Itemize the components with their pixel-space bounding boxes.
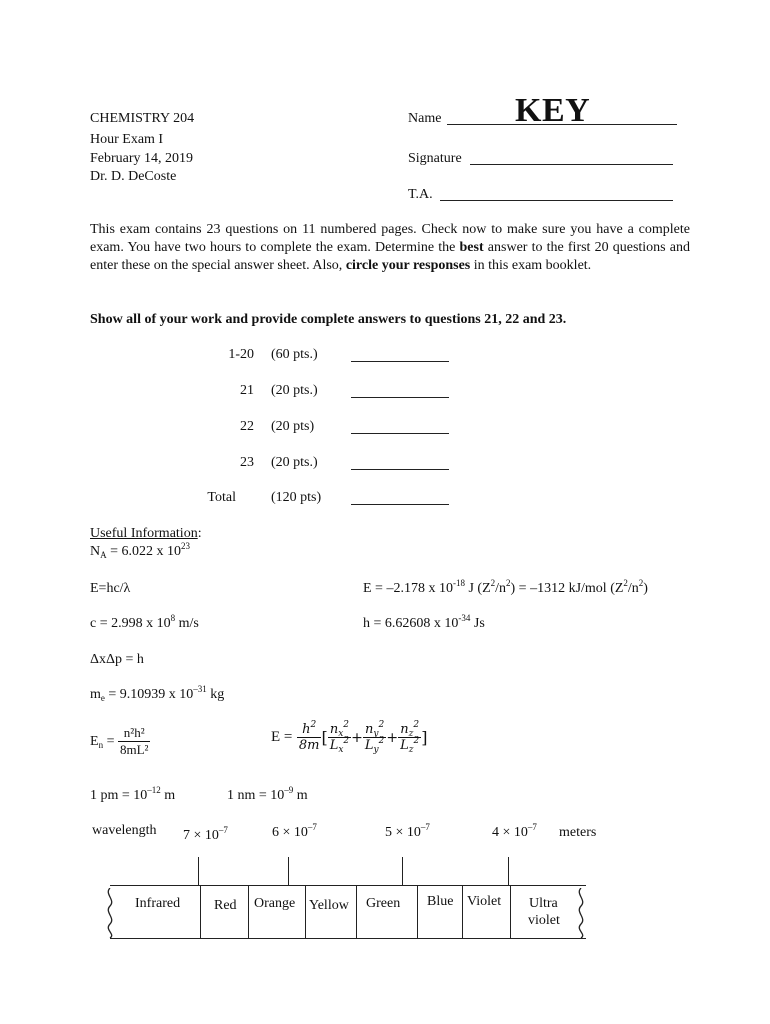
wavelength-tick xyxy=(288,857,289,885)
region-divider xyxy=(305,885,306,938)
speed-of-light: c = 2.998 x $10^8$ m/s xyxy=(90,613,199,631)
exam-date: February 14, 2019 xyxy=(90,151,194,166)
avogadro-constant: $N_A = 6.022$ x $10^{23}$ xyxy=(90,541,191,560)
hydrogen-energy-equation: E = –2.178 x $10^{-18}$ J $(Z^2/n^2) = -1312$ kJ/mol $(Z^2/n^2)$ xyxy=(363,578,648,596)
picometer-conversion: 1 pm = $10^{-12}$ m xyxy=(90,785,176,803)
instructions-paragraph: This exam contains 23 questions on 11 numbered pages. Check now to make sure you have a complete exam. You have two hours to complete the exam. Determine the best answer to the first 20 questions and enter these on the special answer sheet. Also, circle your responses in this exam booklet. xyxy=(90,222,690,273)
course-title: CHEMISTRY 204 xyxy=(90,111,195,126)
score-question: 22 xyxy=(240,419,254,434)
region-yellow: Yellow xyxy=(309,898,349,913)
units-label: meters xyxy=(559,825,597,840)
score-points: (20 pts) xyxy=(271,419,315,434)
region-divider xyxy=(248,885,249,938)
score-blank[interactable] xyxy=(351,397,449,398)
uncertainty-principle: ΔxΔp = h xyxy=(90,652,144,667)
spectrum-bottom-line xyxy=(110,938,586,939)
wavelength-tick xyxy=(402,857,403,885)
region-blue: Blue xyxy=(427,894,454,909)
region-ultraviolet-line2: violet xyxy=(528,913,560,928)
exam-title: Hour Exam I xyxy=(90,132,164,147)
electron-mass: $m_e = 9.10939$ x $10^{-31}$ kg xyxy=(90,684,225,703)
planck-constant: h = 6.62608 x $10^{-34}$ Js xyxy=(363,613,485,631)
name-value: KEY xyxy=(515,92,591,129)
wavy-left-edge-icon xyxy=(103,888,117,938)
score-blank[interactable] xyxy=(351,469,449,470)
wavelength-tick xyxy=(508,857,509,885)
ta-label: T.A. xyxy=(408,187,433,202)
score-blank[interactable] xyxy=(351,504,449,505)
signature-line[interactable] xyxy=(470,164,673,165)
region-divider xyxy=(200,885,201,938)
nanometer-conversion: 1 nm = $10^{-9}$ m xyxy=(227,785,308,803)
score-points: (120 pts) xyxy=(271,490,322,505)
score-points: (20 pts.) xyxy=(271,455,318,470)
particle-box-3d-equation: E = $\frac{ℎ^2}{\text{8𝑚}}$ [ $\frac{𝑛_𝑥^2}{𝐿_𝑥^2}$ + $\frac{𝑛_𝑦^2}{𝐿_𝑦^2}$ + $\frac{𝑛_𝑧^2}{𝐿_𝑧^2}$ ] xyxy=(271,720,428,755)
name-label: Name xyxy=(408,111,442,126)
region-divider xyxy=(356,885,357,938)
score-points: (60 pts.) xyxy=(271,347,318,362)
energy-wavelength-equation: E=hc/λ xyxy=(90,581,131,596)
score-question: 21 xyxy=(240,383,254,398)
spectrum-top-line xyxy=(110,885,586,886)
score-points: (20 pts.) xyxy=(271,383,318,398)
wavelength-mark: $4 \times 10^{-7}$ xyxy=(492,822,537,840)
particle-box-1d-equation: $E_n$ = $\frac{\text{n²h²}}{\text{8mL²}}$ xyxy=(90,725,149,757)
score-blank[interactable] xyxy=(351,433,449,434)
ta-line[interactable] xyxy=(440,200,673,201)
score-total-label: Total xyxy=(207,490,236,505)
score-question: 23 xyxy=(240,455,254,470)
score-question: 1-20 xyxy=(228,347,254,362)
region-violet: Violet xyxy=(467,894,502,909)
wavelength-label: wavelength xyxy=(92,823,157,838)
region-red: Red xyxy=(214,898,237,913)
region-infrared: Infrared xyxy=(135,896,181,911)
wavelength-mark: $6 \times 10^{-7}$ xyxy=(272,822,317,840)
score-blank[interactable] xyxy=(351,361,449,362)
wavelength-mark: $5 \times 10^{-7}$ xyxy=(385,822,430,840)
region-orange: Orange xyxy=(254,896,296,911)
region-divider xyxy=(417,885,418,938)
region-green: Green xyxy=(366,896,401,911)
wavy-right-edge-icon xyxy=(574,888,588,938)
work-instructions: Show all of your work and provide complete answers to questions 21, 22 and 23. xyxy=(90,312,567,327)
instructor: Dr. D. DeCoste xyxy=(90,169,177,184)
region-ultraviolet-line1: Ultra xyxy=(529,896,558,911)
signature-label: Signature xyxy=(408,151,462,166)
wavelength-tick xyxy=(198,857,199,885)
region-divider xyxy=(462,885,463,938)
info-heading: Useful Information: xyxy=(90,526,202,541)
wavelength-mark: $7 \times 10^{-7}$ xyxy=(183,825,228,843)
region-divider xyxy=(510,885,511,938)
